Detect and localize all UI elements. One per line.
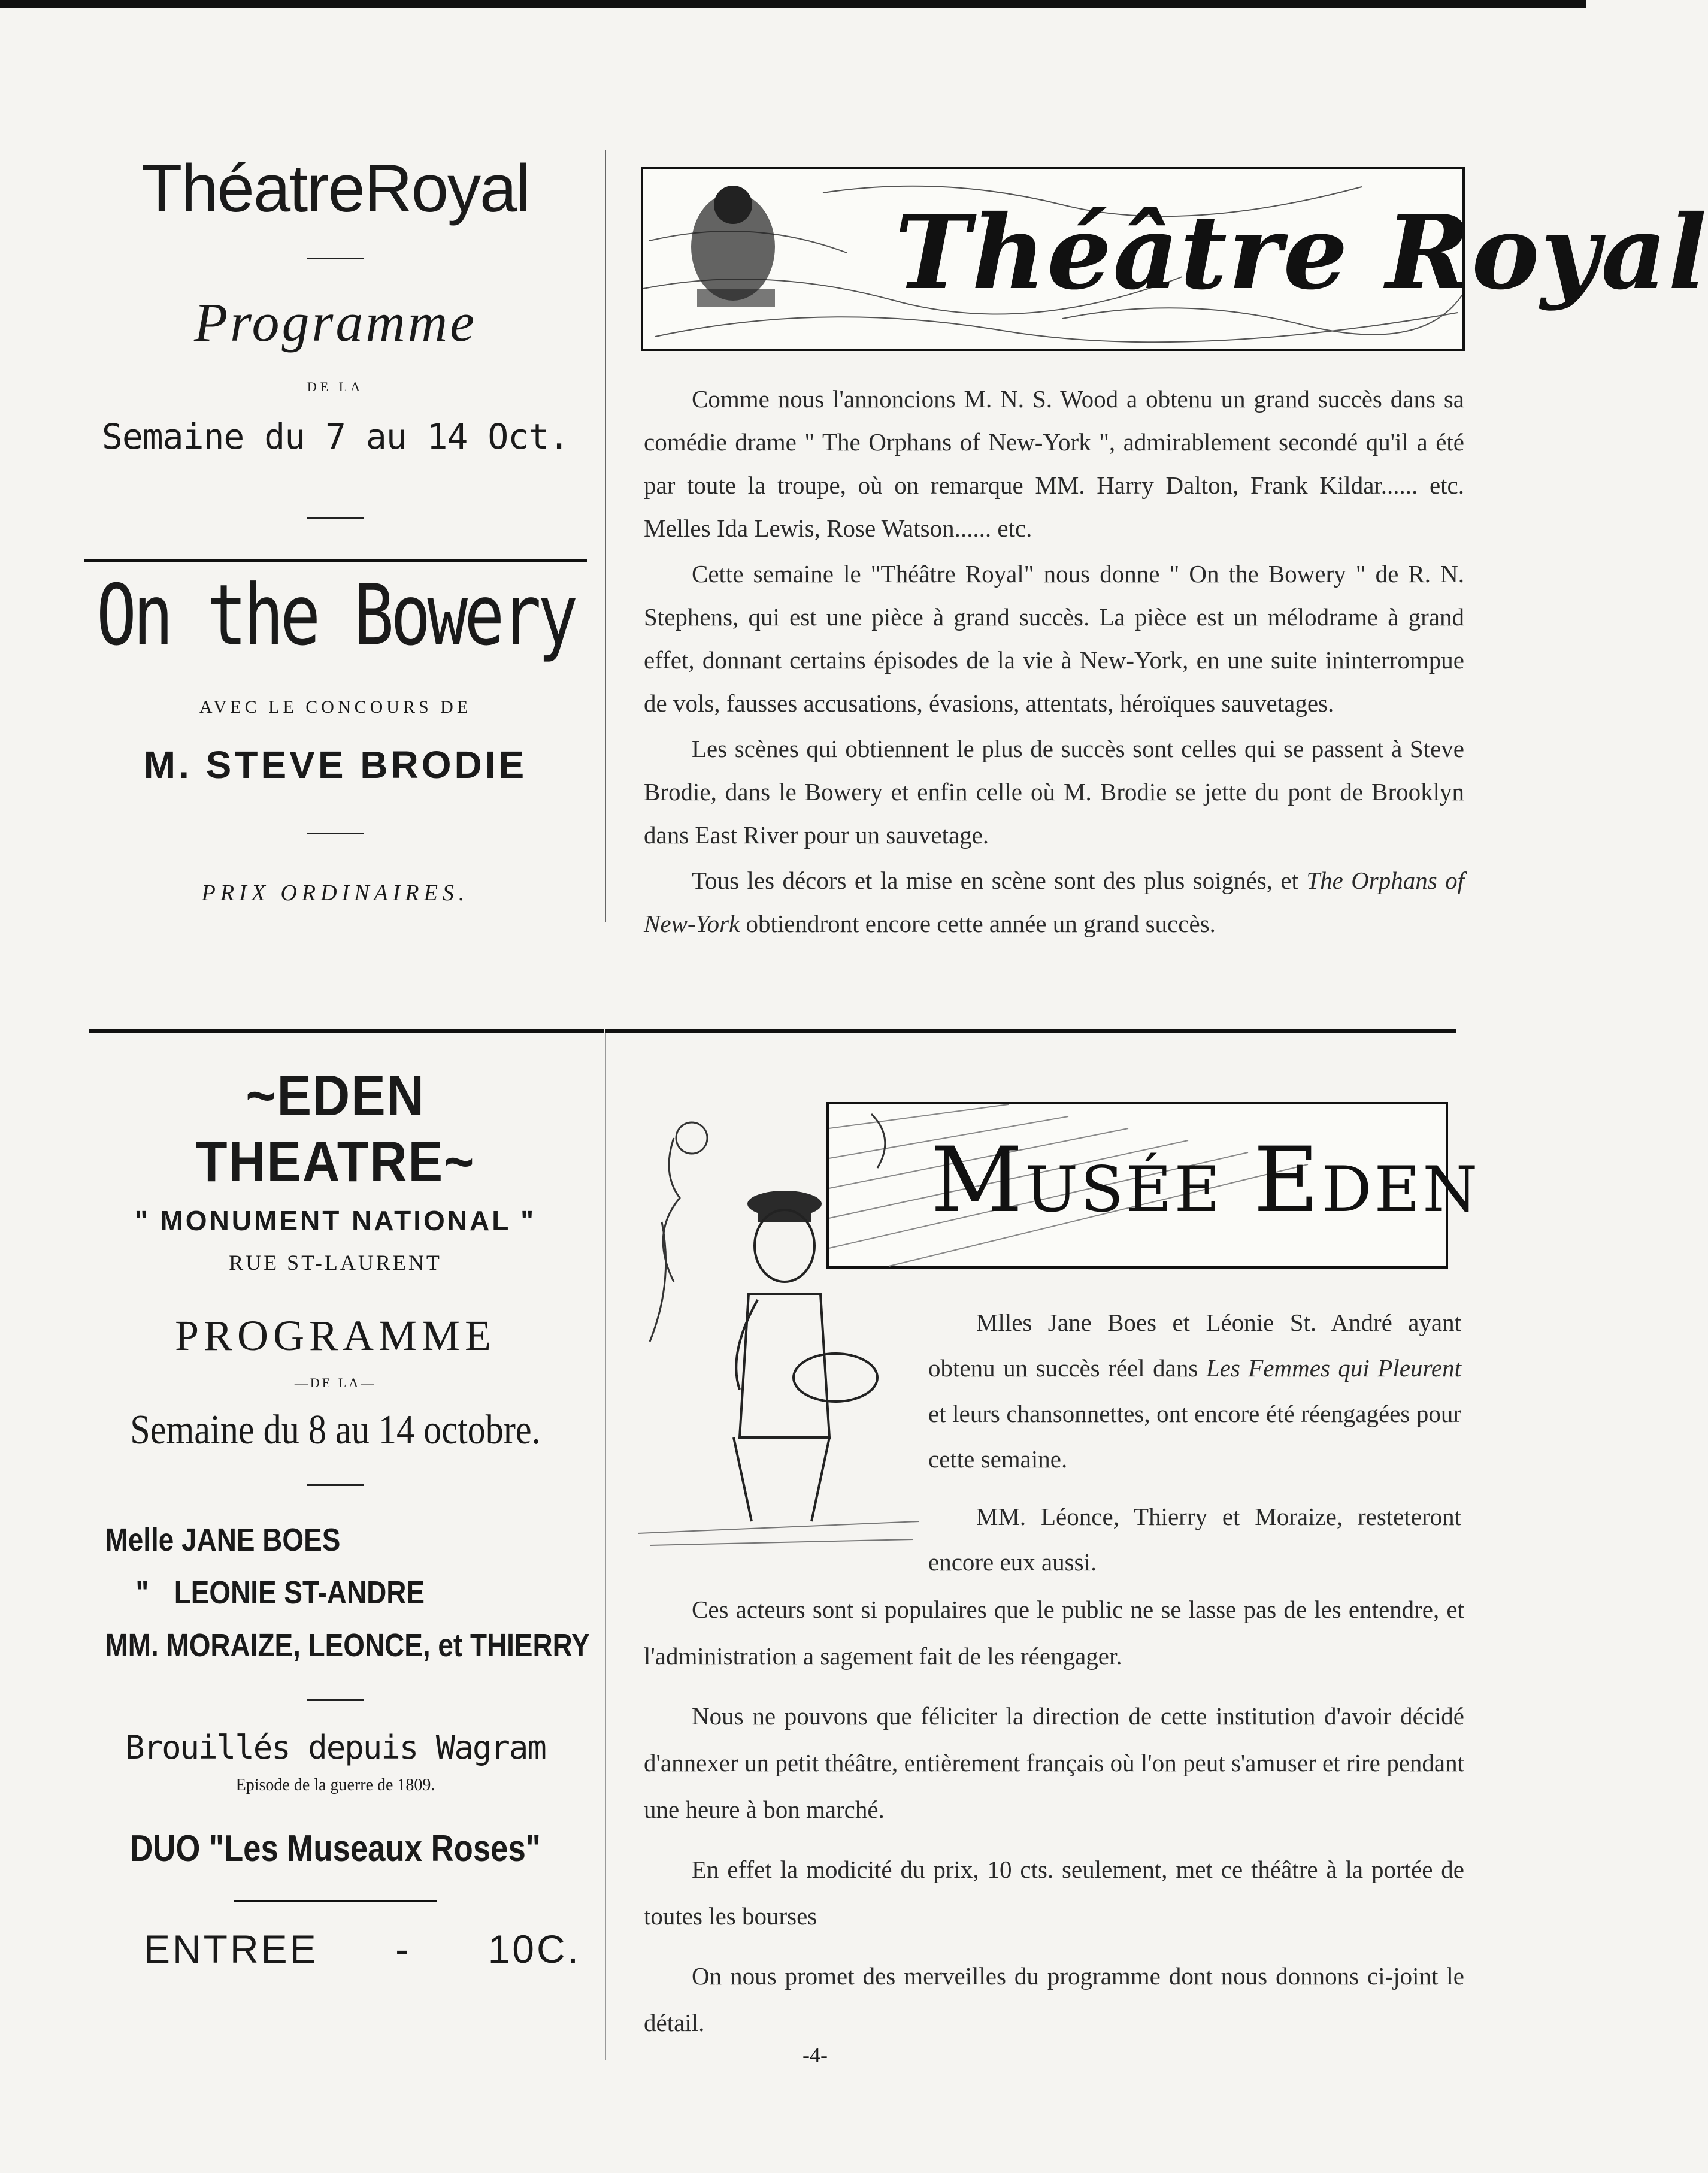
divider [307,1484,364,1486]
eden-programme: PROGRAMME [174,1312,496,1360]
article-paragraph: Cette semaine le "Théâtre Royal" nous donne " On the Bowery " de R. N. Stephens, qui est une pièce à grand succès. La pièce est un mélodrame à grand effet, donnant certains épisodes de la vie à New-York, en une suite ininterrompue de vols, fausses accusations, évasions, attentats, héroïques sauvetages. [644,560,1464,717]
entree-price: 10C. [487,1927,581,1971]
banner-title: Théâtre Royal [895,193,1708,313]
entree-dash: - [395,1927,411,1971]
article-paragraph: Comme nous l'annoncions M. N. S. Wood a obtenu un grand succès dans sa comédie drame " The Orphans of New-York ", admirablement secondé qu'il a été par toute la troupe, où on remarque MM. Harry Dalton, Frank Kildar...... etc. Melles Ida Lewis, Rose Watson...... etc. [644,385,1464,542]
theatre-royal-program [90,150,581,906]
programme-script: Programme [193,292,477,353]
entree-line [90,1926,581,1972]
column-divider-top [605,150,606,922]
divider [307,1699,364,1701]
cast-line: MM. MORAIZE, LEONCE, et THIERRY [105,1627,590,1663]
de-la-label: —DE LA— [294,1375,377,1390]
article-paragraph: En effet la modicité du prix, 10 cts. seulement, met ce théâtre à la portée de toutes les bourses [644,1856,1464,1930]
theatre-royal-article [644,377,1464,945]
star-name: M. STEVE BRODIE [143,743,528,786]
prix-label: PRIX ORDINAIRES. [201,880,470,906]
rule [84,559,587,562]
article-paragraph: Les scènes qui obtiennent le plus de succès sont celles qui se passent à Steve Brodie, dans le Bowery et enfin celle où M. Brodie se jette du pont de Brooklyn dans East River pour un sauvetage. [644,735,1464,849]
article-paragraph: MM. Léonce, Thierry et Moraize, resteteront encore eux aussi. [928,1503,1461,1576]
article-paragraph: On nous promet des merveilles du programme dont nous donnons ci-joint le détail. [644,1962,1464,2036]
avec-label: AVEC LE CONCOURS DE [199,697,472,717]
divider [307,258,364,259]
eden-street: RUE ST-LAURENT [229,1251,442,1275]
duo-title: DUO "Les Museaux Roses" [130,1828,541,1869]
section-rule-left [89,1029,604,1033]
cast-name: LEONIE ST-ANDRE [174,1575,425,1611]
theatre-royal-banner [641,167,1708,351]
section-rule-right [605,1029,1456,1033]
text: Tous les décors et la mise en scène sont des plus soignés, et [692,867,1298,894]
piece-episode: Episode de la guerre de 1809. [235,1776,435,1794]
vendor-illustration [638,1102,919,1551]
week-dates: Semaine du 7 au 14 Oct. [101,416,570,457]
musee-eden-article [644,1586,1464,2046]
eden-week: Semaine du 8 au 14 octobre. [130,1407,541,1453]
divider [307,833,364,834]
italic-title: Les Femmes qui Pleurent [1206,1354,1461,1382]
top-border [0,0,1586,8]
entree-label: ENTREE [144,1927,319,1971]
eden-subtitle: " MONUMENT NATIONAL " [134,1205,537,1236]
piece-title: Brouillés depuis Wagram [125,1729,546,1766]
page-number: -4- [802,2043,828,2067]
divider [307,517,364,519]
column-divider-bottom [605,1030,606,2060]
cast-line: Melle JANE BOES [105,1522,341,1558]
rule [234,1900,437,1902]
program-title: ThéatreRoyal [141,151,530,226]
article-paragraph [928,1300,1461,1482]
play-title: On the Bowery [96,567,575,665]
eden-title: ~EDEN THEATRE~ [195,1064,476,1194]
eden-program [90,1063,590,1972]
text: obtiendront encore cette année un grand succès. [746,910,1216,937]
banner-title: Musée Eden [931,1128,1480,1233]
article-paragraph-last [644,859,1464,945]
cast-list [90,1514,590,1672]
text: Mlles Jane Boes et Léonie St. André ayant obtenu un succès réel dans [928,1309,1461,1382]
de-la-label: DE LA [307,379,364,394]
article-paragraph: Ces acteurs sont si populaires que le public ne se lasse pas de les entendre, et l'administration a sagement fait de les réengager. [644,1596,1464,1670]
musee-eden-banner [826,1102,1480,1269]
italic-title: The Orphans of New-York [644,867,1465,937]
article-paragraph: Nous ne pouvons que féliciter la direction de cette institution d'avoir décidé d'annexer un petit théâtre, entièrement français où l'on peut s'amuser et rire pendant une heure à bon marché. [644,1702,1464,1823]
musee-eden-article-indented [928,1300,1461,1585]
text: et leurs chansonnettes, ont encore été réengagées pour cette semaine. [928,1400,1461,1473]
ditto-mark: " [135,1575,149,1611]
cast-line [105,1566,508,1619]
